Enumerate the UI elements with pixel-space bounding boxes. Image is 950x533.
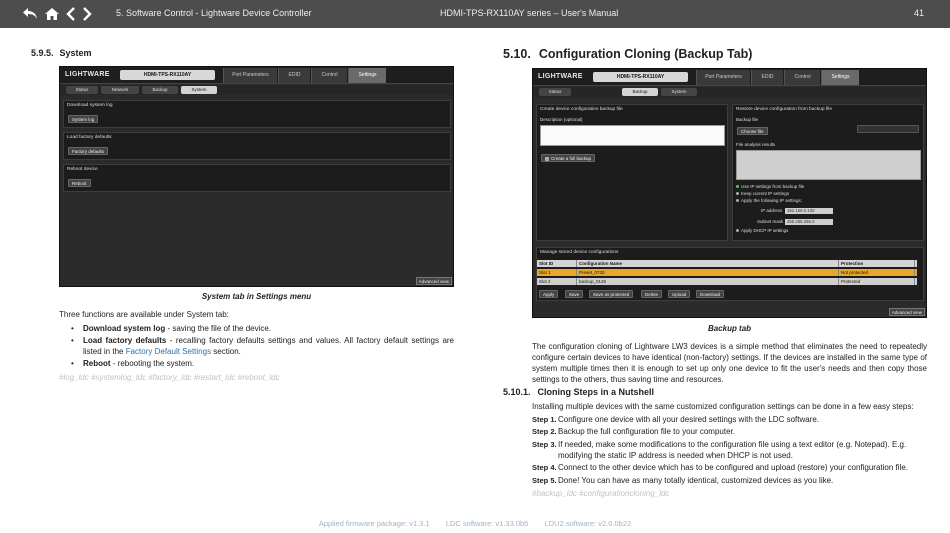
- figure-caption: System tab in Settings menu: [201, 292, 312, 301]
- radio-icon: [736, 199, 739, 202]
- step-label: Step 4.: [532, 463, 557, 473]
- section-title: Configuration Cloning (Backup Tab): [538, 47, 753, 61]
- tab-edid[interactable]: EDID: [278, 68, 310, 83]
- lightware-logo: LIGHTWARE: [538, 73, 583, 80]
- factory-default-settings-link[interactable]: Factory Default Settings: [125, 347, 212, 356]
- list-item: [70, 358, 454, 369]
- system-log-button[interactable]: System log: [68, 115, 98, 123]
- app-toolbar: [60, 67, 453, 84]
- document-title: HDMI-TPS-RX110AY series – User's Manual: [440, 8, 619, 18]
- step-label: Step 5.: [532, 475, 557, 485]
- restore-backup-panel: [732, 104, 924, 241]
- intro-text: Three functions are available under System tab:: [59, 310, 229, 319]
- create-backup-panel: [536, 104, 728, 241]
- tab-settings[interactable]: Settings: [821, 70, 859, 85]
- lightware-logo: LIGHTWARE: [65, 71, 110, 78]
- subtab-backup[interactable]: Backup: [622, 88, 658, 96]
- description: - recalling factory defaults settings and values. All factory default settings are listed in the: [83, 336, 454, 356]
- subtab-network[interactable]: Network: [101, 86, 139, 94]
- backup-file-label: Backup file: [736, 117, 759, 122]
- page-number: 41: [913, 8, 924, 18]
- section-number: 5.10.: [503, 47, 531, 61]
- page-footer: [0, 519, 950, 528]
- step-item: [532, 439, 927, 461]
- panel-title: Manage stored device configurations: [540, 250, 619, 255]
- list-item: [70, 335, 454, 357]
- apply-button[interactable]: Apply: [539, 290, 558, 298]
- panel-title: Load factory defaults: [67, 135, 112, 140]
- panel-title: Restore device configuration from backup file: [736, 107, 832, 112]
- subsection-title: Cloning Steps in a Nutshell: [537, 387, 655, 397]
- step-item: [532, 462, 927, 473]
- ip-address-field[interactable]: 192.168.0.100: [785, 208, 833, 214]
- advanced-view-button[interactable]: Advanced view: [889, 308, 925, 316]
- cell-name: Preset_0720: [577, 269, 839, 276]
- reboot-button[interactable]: Reboot: [68, 179, 91, 187]
- device-name: HDMI-TPS-RX110AY: [593, 72, 688, 82]
- section-number: 5.9.5.: [31, 48, 54, 58]
- tab-control[interactable]: Control: [311, 68, 347, 83]
- cell-protection: Not protected: [839, 269, 915, 276]
- ldc-version: LDC software: v1.33.0b5: [445, 519, 529, 528]
- settings-subtabs: [533, 87, 926, 97]
- list-item: [70, 323, 454, 334]
- description: - saving the file of the device.: [165, 324, 272, 333]
- choose-file-button[interactable]: Choose file: [737, 127, 768, 135]
- ldu2-version: LDU2 software: v2.0.0b22: [544, 519, 632, 528]
- step-text: If needed, make some modifications to the configuration file using a text editor (e.g. Notepad). E.g. modifying the static IP address is needed when DHCP is not used.: [558, 439, 907, 460]
- option-apply-ip[interactable]: [736, 198, 802, 203]
- download-log-panel: [63, 100, 451, 128]
- download-button[interactable]: Download: [696, 290, 724, 298]
- tab-port-parameters[interactable]: Port Parameters: [223, 68, 277, 83]
- cell-slot: Slot 1: [537, 269, 577, 276]
- upload-button[interactable]: Upload: [668, 290, 690, 298]
- device-name: HDMI-TPS-RX110AY: [120, 70, 215, 80]
- subnet-mask-field[interactable]: 255.255.255.0: [785, 219, 833, 225]
- factory-defaults-panel: [63, 132, 451, 160]
- delete-button[interactable]: Delete: [641, 290, 662, 298]
- step-text: Backup the full configuration file to your computer.: [558, 427, 735, 437]
- analysis-label: File analysis results: [736, 142, 776, 147]
- step-text: Configure one device with all your desired settings with the LDC software.: [558, 415, 820, 424]
- term: Load factory defaults: [83, 336, 167, 345]
- radio-icon: [736, 192, 739, 195]
- tab-settings[interactable]: Settings: [348, 68, 386, 83]
- cloning-steps: [532, 414, 927, 487]
- keyword-tags: #backup_ldc #configurationcloning_ldc: [532, 489, 670, 498]
- subtab-status[interactable]: Status: [539, 88, 571, 96]
- step-item: [532, 426, 927, 437]
- subsection-heading: [503, 387, 654, 397]
- restore-button-disabled: [857, 125, 919, 133]
- chevron-left-icon[interactable]: [66, 7, 76, 21]
- save-icon: [545, 157, 549, 161]
- step-label: Step 2.: [532, 427, 557, 437]
- subtab-status[interactable]: Status: [66, 86, 98, 94]
- radio-icon: [736, 229, 739, 232]
- chapter-title[interactable]: 5. Software Control - Lightware Device Controller: [116, 8, 312, 18]
- section-heading-system: [31, 48, 92, 58]
- table-row[interactable]: [537, 269, 917, 276]
- panel-title: Create device configuration backup file: [540, 107, 623, 112]
- cell-name: backup_0125: [577, 278, 839, 285]
- factory-defaults-button[interactable]: Factory defaults: [68, 147, 108, 155]
- option-label: Use IP settings from backup file: [741, 184, 805, 189]
- option-use-backup-ip[interactable]: [736, 184, 804, 189]
- reboot-panel: [63, 164, 451, 192]
- header-configuration-name: Configuration Name: [577, 260, 839, 267]
- tab-control[interactable]: Control: [784, 70, 820, 85]
- button-label: Create a full backup: [551, 156, 592, 161]
- header-protection: Protection: [839, 260, 915, 267]
- function-list: [70, 323, 454, 370]
- description-end: section.: [211, 347, 241, 356]
- top-navigation-bar: [0, 0, 950, 28]
- step-label: Step 1.: [532, 415, 557, 424]
- radio-icon: [736, 185, 739, 188]
- description-label: Description (optional): [540, 117, 583, 122]
- step-text: Connect to the other device which has to be configured and upload (restore) your configuration file.: [558, 463, 908, 473]
- steps-intro: Installing multiple devices with the same customized configuration settings can be done in a few easy steps:: [532, 402, 914, 411]
- save-button[interactable]: Save: [565, 290, 583, 298]
- cell-slot: Slot 2: [537, 278, 577, 285]
- keyword-tags: #log_ldc #systemlog_ldc #factory_ldc #restart_ldc #reboot_ldc: [59, 373, 280, 382]
- option-label: Keep current IP settings: [741, 191, 789, 196]
- subtab-backup[interactable]: Backup: [142, 86, 178, 94]
- subsection-number: 5.10.1.: [503, 387, 531, 397]
- option-keep-ip[interactable]: [736, 191, 789, 196]
- undo-icon[interactable]: [22, 7, 38, 21]
- panel-title: Reboot device: [67, 167, 98, 172]
- term: Download system log: [83, 324, 166, 333]
- option-dhcp[interactable]: [736, 228, 788, 233]
- subnet-mask-label: Subnet mask: [757, 219, 784, 224]
- settings-subtabs: [60, 85, 453, 95]
- backup-tab-screenshot: [532, 68, 927, 318]
- section-title: System: [59, 48, 92, 58]
- header-slot-id: Slot ID: [537, 260, 577, 267]
- save-as-protected-button[interactable]: Save as protected: [589, 290, 633, 298]
- firmware-version: Applied firmware package: v1.3.1: [318, 519, 430, 528]
- app-toolbar: [533, 69, 926, 86]
- nav-icons: [0, 7, 112, 21]
- ip-address-label: IP address: [761, 208, 783, 213]
- subtab-system[interactable]: System: [661, 88, 697, 96]
- cloning-description: The configuration cloning of Lightware LW3 devices is a simple method that eliminates the need to repeatedly configure certain devices to have identical (non-factory) settings. If the devices are installed in the same type of system multiple times then it is enough to set up only one device to fit the user's needs and then copy those settings to the others, thus saving time and resources.: [532, 342, 927, 384]
- term: Reboot: [83, 359, 111, 368]
- subtab-system[interactable]: System: [181, 86, 217, 94]
- step-item: [532, 475, 927, 486]
- description-input[interactable]: [540, 125, 725, 146]
- advanced-view-button[interactable]: Advanced view: [416, 277, 452, 285]
- analysis-results-box: [736, 150, 921, 180]
- option-label: Apply the following IP settings:: [741, 198, 802, 203]
- table-row[interactable]: [537, 278, 917, 285]
- create-full-backup-button[interactable]: [541, 154, 595, 162]
- step-item: [532, 414, 927, 425]
- step-label: Step 3.: [532, 439, 557, 449]
- tab-edid[interactable]: EDID: [751, 70, 783, 85]
- chevron-right-icon[interactable]: [82, 7, 92, 21]
- home-icon[interactable]: [44, 7, 60, 21]
- section-heading-cloning: [503, 47, 752, 61]
- step-text: Done! You can have as many totally identical, customized devices as you like.: [558, 475, 834, 485]
- tab-port-parameters[interactable]: Port Parameters: [696, 70, 750, 85]
- option-label: Apply DHCP IP settings: [741, 228, 789, 233]
- cell-protection: Protected: [839, 278, 915, 285]
- table-header: [537, 260, 917, 267]
- description: - rebooting the system.: [110, 359, 195, 368]
- figure-caption: Backup tab: [707, 324, 752, 333]
- system-tab-screenshot: [59, 66, 454, 287]
- panel-title: Download system log: [67, 103, 113, 108]
